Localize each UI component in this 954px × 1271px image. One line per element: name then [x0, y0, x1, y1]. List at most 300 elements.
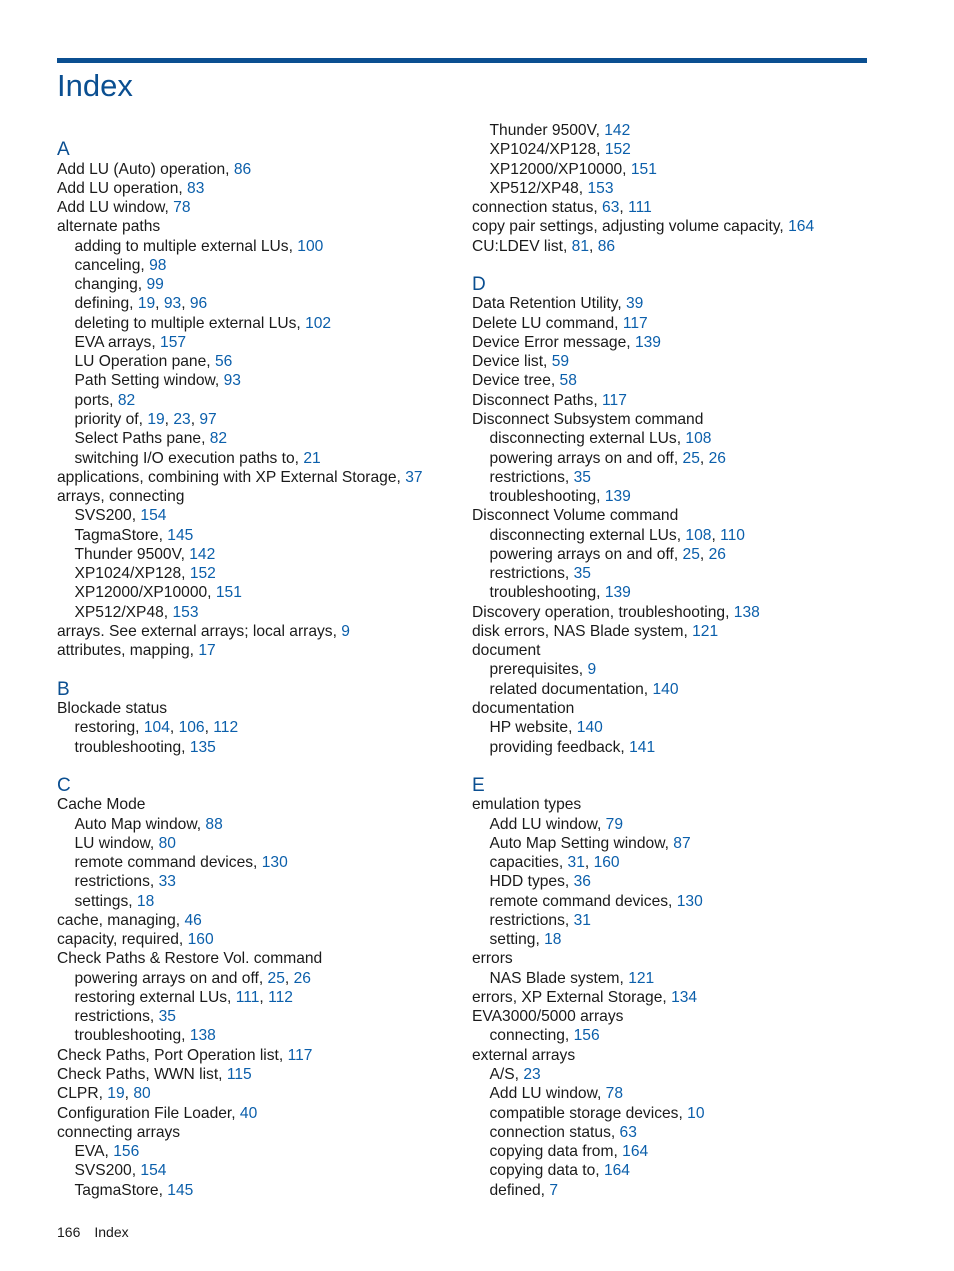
page-ref-link[interactable]: 93	[223, 372, 241, 390]
index-subentry	[57, 429, 477, 448]
entry-text: external arrays	[472, 1046, 576, 1064]
index-subentry: defining, 19, 93, 96	[74, 295, 208, 313]
entry-text: providing feedback,	[489, 738, 625, 756]
index-entry	[57, 160, 477, 179]
entry-text: emulation types	[472, 796, 582, 814]
index-subentry	[57, 1026, 477, 1045]
page-ref-link[interactable]: 19	[107, 1085, 125, 1103]
index-entry	[472, 988, 892, 1007]
page-ref-link[interactable]: 78	[173, 199, 191, 217]
page-ref-link[interactable]: 35	[573, 468, 591, 486]
entry-text: powering arrays on and off,	[489, 449, 679, 467]
entry-text: troubleshooting,	[489, 584, 601, 602]
index-subentry	[472, 660, 892, 679]
entry-text: Device list,	[472, 353, 548, 371]
entry-text: document	[472, 642, 541, 660]
entry-text: arrays, connecting	[57, 488, 185, 506]
page-ref-link[interactable]: 97	[199, 410, 217, 428]
page-ref-link[interactable]: 153	[587, 179, 614, 197]
entry-text: ports,	[74, 391, 114, 409]
index-subentry	[472, 1104, 892, 1123]
entry-text: Path Setting window,	[74, 372, 220, 390]
page-ref-link[interactable]: 21	[303, 449, 321, 467]
page-ref-link[interactable]: 40	[239, 1104, 258, 1122]
page-ref-link[interactable]: 37	[405, 468, 423, 486]
entry-text: changing,	[74, 276, 143, 294]
entry-text: connecting arrays	[57, 1123, 181, 1141]
page-ref-link[interactable]: 26	[708, 449, 726, 467]
page-ref-link[interactable]: 139	[604, 584, 631, 602]
index-letter-heading: B	[57, 678, 70, 700]
page-ref-link[interactable]: 35	[573, 565, 591, 583]
entry-text: restrictions,	[489, 911, 570, 929]
page-ref-link[interactable]: 121	[692, 622, 719, 640]
entry-text: Thunder 9500V,	[489, 122, 600, 139]
index-subentry	[472, 680, 892, 699]
page-ref-link[interactable]: 160	[593, 854, 620, 872]
index-subentry	[472, 179, 892, 198]
index-entry	[472, 352, 892, 371]
page-ref-link[interactable]: 157	[160, 333, 187, 351]
entry-text: Delete LU command,	[472, 314, 619, 332]
entry-text: deleting to multiple external LUs,	[74, 314, 301, 332]
page-ref-link[interactable]: 82	[117, 391, 136, 409]
index-subentry	[472, 1065, 892, 1084]
page-ref-link[interactable]: 19	[147, 410, 165, 428]
index-entry	[57, 949, 477, 968]
entry-text: Configuration File Loader,	[57, 1104, 236, 1122]
index-subentry	[57, 449, 477, 468]
page-ref-link[interactable]: 130	[261, 854, 288, 872]
page-ref-link[interactable]: 87	[673, 834, 691, 852]
entry-text: Add LU window,	[489, 815, 602, 833]
index-subentry	[57, 371, 477, 390]
page-ref-link[interactable]: 117	[602, 391, 627, 409]
entry-text: powering arrays on and off,	[489, 545, 679, 563]
index-entry	[472, 217, 892, 236]
page-ref-link[interactable]: 58	[559, 372, 577, 390]
index-subentry	[472, 911, 892, 930]
index-subentry: restoring external LUs, 111, 112	[74, 988, 293, 1006]
section-gap	[472, 757, 892, 776]
page-ref-link[interactable]: 18	[136, 892, 155, 910]
index-subentry	[57, 853, 477, 872]
entry-text: SVS200,	[74, 507, 137, 525]
page-ref-link[interactable]: 111	[235, 988, 260, 1006]
page-ref-link[interactable]: 130	[676, 892, 703, 910]
entry-text: connecting,	[489, 1027, 570, 1045]
page-ref-link[interactable]: 153	[172, 603, 199, 621]
page-ref-link[interactable]: 26	[293, 969, 311, 987]
index-entry	[57, 468, 477, 487]
index-subentry	[472, 583, 892, 602]
entry-text: Check Paths & Restore Vol. command	[57, 950, 323, 968]
index-letter-heading: A	[57, 139, 70, 161]
index-subentry: disconnecting external LUs, 108, 110	[489, 526, 745, 544]
entry-text: Add LU operation,	[57, 179, 183, 197]
page-ref-link[interactable]: 82	[209, 430, 228, 448]
index-entry	[472, 391, 892, 410]
index-subentry	[472, 1142, 892, 1161]
entry-text: TagmaStore,	[74, 526, 163, 544]
entry-text: troubleshooting,	[74, 1027, 186, 1045]
index-subentry: powering arrays on and off, 25, 26	[489, 545, 726, 563]
index-entry	[472, 1046, 892, 1065]
page-ref-link[interactable]: 156	[573, 1027, 600, 1045]
page-ref-link[interactable]: 80	[133, 1085, 151, 1103]
page-ref-link[interactable]: 151	[630, 160, 657, 178]
page-ref-link[interactable]: 108	[685, 526, 712, 544]
entry-text: defined,	[489, 1181, 545, 1199]
page-ref-link[interactable]: 86	[597, 237, 616, 255]
entry-text: restrictions,	[489, 565, 570, 583]
index-entry: CLPR, 19, 80	[57, 1085, 151, 1103]
index-subentry	[57, 583, 477, 602]
page-ref-link[interactable]: 23	[173, 410, 191, 428]
index-subentry	[57, 1181, 477, 1200]
index-subentry	[472, 140, 892, 159]
index-subentry	[57, 1161, 477, 1180]
index-subentry	[472, 930, 892, 949]
entry-text: restrictions,	[489, 468, 570, 486]
page-ref-link[interactable]: 112	[213, 719, 239, 737]
page-ref-link[interactable]: 164	[788, 218, 815, 236]
index-column-left	[57, 121, 477, 1200]
index-subentry	[57, 834, 477, 853]
index-subentry	[57, 545, 477, 564]
entry-text: Thunder 9500V,	[74, 545, 185, 563]
entry-text: Add LU window,	[57, 199, 169, 217]
entry-text: Auto Map Setting window,	[489, 834, 669, 852]
index-subentry	[57, 603, 477, 622]
index-subentry: capacities, 31, 160	[489, 854, 620, 872]
index-entry	[57, 1046, 477, 1065]
index-subentry	[57, 256, 477, 275]
entry-text: HP website,	[489, 719, 573, 737]
index-subentry	[57, 892, 477, 911]
index-subentry	[472, 468, 892, 487]
index-subentry	[57, 333, 477, 352]
entry-text: applications, combining with XP External Storage,	[57, 468, 401, 486]
page-ref-link[interactable]: 63	[602, 199, 620, 217]
entry-text: Device tree,	[472, 372, 556, 390]
index-subentry	[472, 718, 892, 737]
index-subentry	[57, 314, 477, 333]
page-ref-link[interactable]: 56	[214, 353, 233, 371]
page-ref-link[interactable]: 26	[708, 545, 726, 563]
index-subentry	[472, 1084, 892, 1103]
page-ref-link[interactable]: 86	[233, 160, 252, 178]
page-ref-link[interactable]: 152	[189, 565, 216, 583]
entry-text: EVA,	[74, 1143, 109, 1161]
page-ref-link[interactable]: 100	[297, 237, 324, 255]
index-subentry	[472, 969, 892, 988]
entry-text: capacities,	[489, 854, 564, 872]
index-entry	[472, 314, 892, 333]
entry-text: setting,	[489, 931, 540, 949]
page-ref-link[interactable]: 7	[549, 1181, 559, 1199]
index-entry	[57, 930, 477, 949]
page-ref-link[interactable]: 25	[267, 969, 285, 987]
entry-text: XP512/XP48,	[74, 603, 169, 621]
page-ref-link[interactable]: 18	[544, 931, 562, 949]
page-ref-link[interactable]: 104	[143, 719, 170, 737]
index-entry	[57, 198, 477, 217]
index-entry	[472, 603, 892, 622]
section-gap	[57, 757, 477, 776]
index-subentry	[57, 1142, 477, 1161]
page-ref-link[interactable]: 17	[198, 642, 216, 660]
index-entry	[57, 1123, 477, 1142]
entry-text: disk errors, NAS Blade system,	[472, 622, 688, 640]
page-ref-link[interactable]: 142	[604, 122, 631, 139]
entry-text: errors	[472, 950, 513, 968]
page-ref-link[interactable]: 19	[137, 295, 156, 313]
page-ref-link[interactable]: 63	[619, 1123, 637, 1141]
index-subentry: powering arrays on and off, 25, 26	[489, 449, 726, 467]
entry-text: EVA3000/5000 arrays	[472, 1008, 624, 1026]
page-ref-link[interactable]: 164	[603, 1162, 630, 1180]
page-ref-link[interactable]: 79	[605, 815, 624, 833]
entry-text: adding to multiple external LUs,	[74, 237, 293, 255]
page-ref-link[interactable]: 35	[158, 1008, 176, 1026]
index-entry	[472, 1007, 892, 1026]
index-subentry	[57, 872, 477, 891]
section-gap	[472, 256, 892, 275]
entry-text: HDD types,	[489, 873, 570, 891]
entry-text: alternate paths	[57, 218, 161, 236]
entry-text: defining,	[74, 295, 134, 313]
entry-text: restoring,	[74, 719, 140, 737]
page-ref-link[interactable]: 98	[149, 256, 167, 274]
page-ref-link[interactable]: 138	[189, 1027, 216, 1045]
page-ref-link[interactable]: 141	[629, 738, 656, 756]
page-ref-link[interactable]: 106	[178, 719, 205, 737]
page-ref-link[interactable]: 121	[628, 969, 655, 987]
index-entry: connection status, 63, 111	[472, 199, 652, 217]
page-ref-link[interactable]: 115	[226, 1066, 252, 1084]
page-ref-link[interactable]: 25	[682, 545, 700, 563]
entry-text: powering arrays on and off,	[74, 969, 264, 987]
page-ref-link[interactable]: 154	[140, 1162, 167, 1180]
entry-text: cache, managing,	[57, 911, 181, 929]
entry-text: Cache Mode	[57, 796, 146, 814]
entry-text: Disconnect Volume command	[472, 507, 679, 525]
entry-text: Add LU (Auto) operation,	[57, 160, 230, 178]
entry-text: arrays. See external arrays; local arrays,	[57, 622, 337, 640]
index-entry	[57, 179, 477, 198]
page-ref-link[interactable]: 140	[652, 680, 679, 698]
entry-text: capacity, required,	[57, 931, 184, 949]
index-subentry	[472, 121, 892, 140]
page-ref-link[interactable]: 96	[189, 295, 208, 313]
entry-text: canceling,	[74, 256, 145, 274]
page-ref-link[interactable]: 134	[671, 988, 698, 1006]
entry-text: switching I/O execution paths to,	[74, 449, 299, 467]
header-rule	[57, 58, 867, 63]
index-entry: CU:LDEV list, 81, 86	[472, 237, 616, 255]
entry-text: XP1024/XP128,	[74, 565, 186, 583]
page-ref-link[interactable]: 31	[573, 911, 591, 929]
page-ref-link[interactable]: 23	[523, 1066, 541, 1084]
page-ref-link[interactable]: 102	[305, 314, 332, 332]
index-subentry	[57, 564, 477, 583]
entry-text: Disconnect Subsystem command	[472, 410, 704, 428]
index-subentry	[472, 1123, 892, 1142]
entry-text: XP12000/XP10000,	[489, 160, 627, 178]
entry-text: copy pair settings, adjusting volume capacity,	[472, 218, 784, 236]
footer-page-number: 166	[57, 1224, 81, 1240]
page-ref-link[interactable]: 117	[622, 314, 648, 332]
index-subentry	[472, 160, 892, 179]
index-entry	[472, 333, 892, 352]
entry-text: NAS Blade system,	[489, 969, 624, 987]
entry-text: Check Paths, WWN list,	[57, 1066, 223, 1084]
page-ref-link[interactable]: 80	[158, 834, 176, 852]
page-footer	[57, 1223, 129, 1241]
index-entry	[57, 1104, 477, 1123]
index-entry	[472, 506, 892, 525]
section-gap	[57, 121, 477, 140]
entry-text: settings,	[74, 892, 133, 910]
page-ref-link[interactable]: 138	[733, 603, 760, 621]
entry-text: disconnecting external LUs,	[489, 430, 682, 448]
page-ref-link[interactable]: 33	[158, 873, 176, 891]
entry-text: Auto Map window,	[74, 815, 202, 833]
page-ref-link[interactable]: 142	[189, 545, 216, 563]
page-ref-link[interactable]: 139	[604, 488, 631, 506]
section-gap	[57, 660, 477, 679]
index-subentry	[57, 237, 477, 256]
page-ref-link[interactable]: 110	[720, 526, 745, 544]
index-subentry: priority of, 19, 23, 97	[74, 410, 217, 428]
index-entry	[472, 294, 892, 313]
index-entry	[472, 949, 892, 968]
entry-text: XP512/XP48,	[489, 179, 584, 197]
index-subentry	[57, 526, 477, 545]
index-entry	[57, 487, 477, 506]
index-entry	[57, 217, 477, 236]
entry-text: Add LU window,	[489, 1085, 602, 1103]
index-entry	[57, 641, 477, 660]
page-ref-link[interactable]: 78	[605, 1085, 624, 1103]
entry-text: A/S,	[489, 1066, 519, 1084]
page-ref-link[interactable]: 154	[140, 507, 167, 525]
entry-text: Blockade status	[57, 699, 168, 717]
entry-text: attributes, mapping,	[57, 642, 194, 660]
page-ref-link[interactable]: 36	[573, 873, 591, 891]
entry-text: CU:LDEV list,	[472, 237, 568, 255]
page-ref-link[interactable]: 10	[687, 1104, 705, 1122]
entry-text: related documentation,	[489, 680, 649, 698]
entry-text: restoring external LUs,	[74, 988, 232, 1006]
entry-text: Select Paths pane,	[74, 430, 206, 448]
entry-text: Check Paths, Port Operation list,	[57, 1046, 284, 1064]
entry-text: prerequisites,	[489, 661, 584, 679]
index-letter-heading: C	[57, 775, 71, 797]
page-ref-link[interactable]: 112	[268, 988, 293, 1006]
entry-text: connection status,	[472, 199, 598, 217]
entry-text: restrictions,	[74, 1008, 155, 1026]
entry-text: CLPR,	[57, 1085, 103, 1103]
entry-text: remote command devices,	[74, 854, 258, 872]
page-ref-link[interactable]: 164	[622, 1143, 649, 1161]
page-ref-link[interactable]: 145	[167, 1181, 194, 1199]
entry-text: LU window,	[74, 834, 155, 852]
index-entry	[57, 699, 477, 718]
page-title: Index	[57, 68, 133, 103]
index-entry	[57, 1065, 477, 1084]
entry-text: priority of,	[74, 410, 143, 428]
page-ref-link[interactable]: 83	[187, 179, 205, 197]
page-ref-link[interactable]: 160	[187, 931, 214, 949]
page-ref-link[interactable]: 140	[576, 719, 603, 737]
page-ref-link[interactable]: 9	[341, 622, 350, 640]
page-ref-link[interactable]: 39	[626, 295, 644, 313]
page-ref-link[interactable]: 99	[146, 276, 164, 294]
index-subentry	[472, 738, 892, 757]
index-letter-heading: D	[472, 274, 486, 296]
page-ref-link[interactable]: 152	[604, 141, 631, 159]
index-subentry	[472, 429, 892, 448]
entry-text: Data Retention Utility,	[472, 295, 622, 313]
entry-text: LU Operation pane,	[74, 353, 211, 371]
entry-text: SVS200,	[74, 1162, 137, 1180]
page-ref-link[interactable]: 88	[205, 815, 223, 833]
page-ref-link[interactable]: 135	[189, 738, 216, 756]
index-entry	[472, 622, 892, 641]
page-ref-link[interactable]: 9	[587, 661, 597, 679]
index-subentry	[57, 275, 477, 294]
index-entry	[472, 641, 892, 660]
page-ref-link[interactable]: 151	[215, 584, 242, 602]
index-subentry	[472, 564, 892, 583]
page-ref-link[interactable]: 108	[685, 430, 712, 448]
page-ref-link[interactable]: 46	[184, 911, 202, 929]
entry-text: TagmaStore,	[74, 1181, 163, 1199]
page-ref-link[interactable]: 111	[628, 199, 652, 217]
index-subentry: restoring, 104, 106, 112	[74, 719, 239, 737]
index-entry	[472, 371, 892, 390]
index-subentry	[472, 1026, 892, 1045]
index-subentry	[57, 815, 477, 834]
page-ref-link[interactable]: 25	[682, 449, 700, 467]
entry-text: remote command devices,	[489, 892, 673, 910]
page-ref-link[interactable]: 117	[287, 1046, 313, 1064]
entry-text: XP12000/XP10000,	[74, 584, 212, 602]
page-ref-link[interactable]: 145	[167, 526, 194, 544]
entry-text: disconnecting external LUs,	[489, 526, 682, 544]
page-ref-link[interactable]: 31	[567, 854, 585, 872]
page-ref-link[interactable]: 59	[551, 353, 570, 371]
entry-text: connection status,	[489, 1123, 616, 1141]
page-ref-link[interactable]: 139	[634, 333, 661, 351]
index-subentry	[472, 815, 892, 834]
entry-text: Disconnect Paths,	[472, 391, 598, 409]
index-subentry	[472, 487, 892, 506]
entry-text: troubleshooting,	[74, 738, 186, 756]
index-subentry	[57, 391, 477, 410]
entry-text: compatible storage devices,	[489, 1104, 683, 1122]
index-letter-heading: E	[472, 775, 485, 797]
index-subentry	[472, 892, 892, 911]
page-ref-link[interactable]: 81	[571, 237, 590, 255]
page-ref-link[interactable]: 156	[113, 1143, 140, 1161]
page-ref-link[interactable]: 93	[163, 295, 182, 313]
index-entry	[472, 410, 892, 429]
footer-label: Index	[94, 1224, 129, 1240]
index-subentry	[57, 352, 477, 371]
